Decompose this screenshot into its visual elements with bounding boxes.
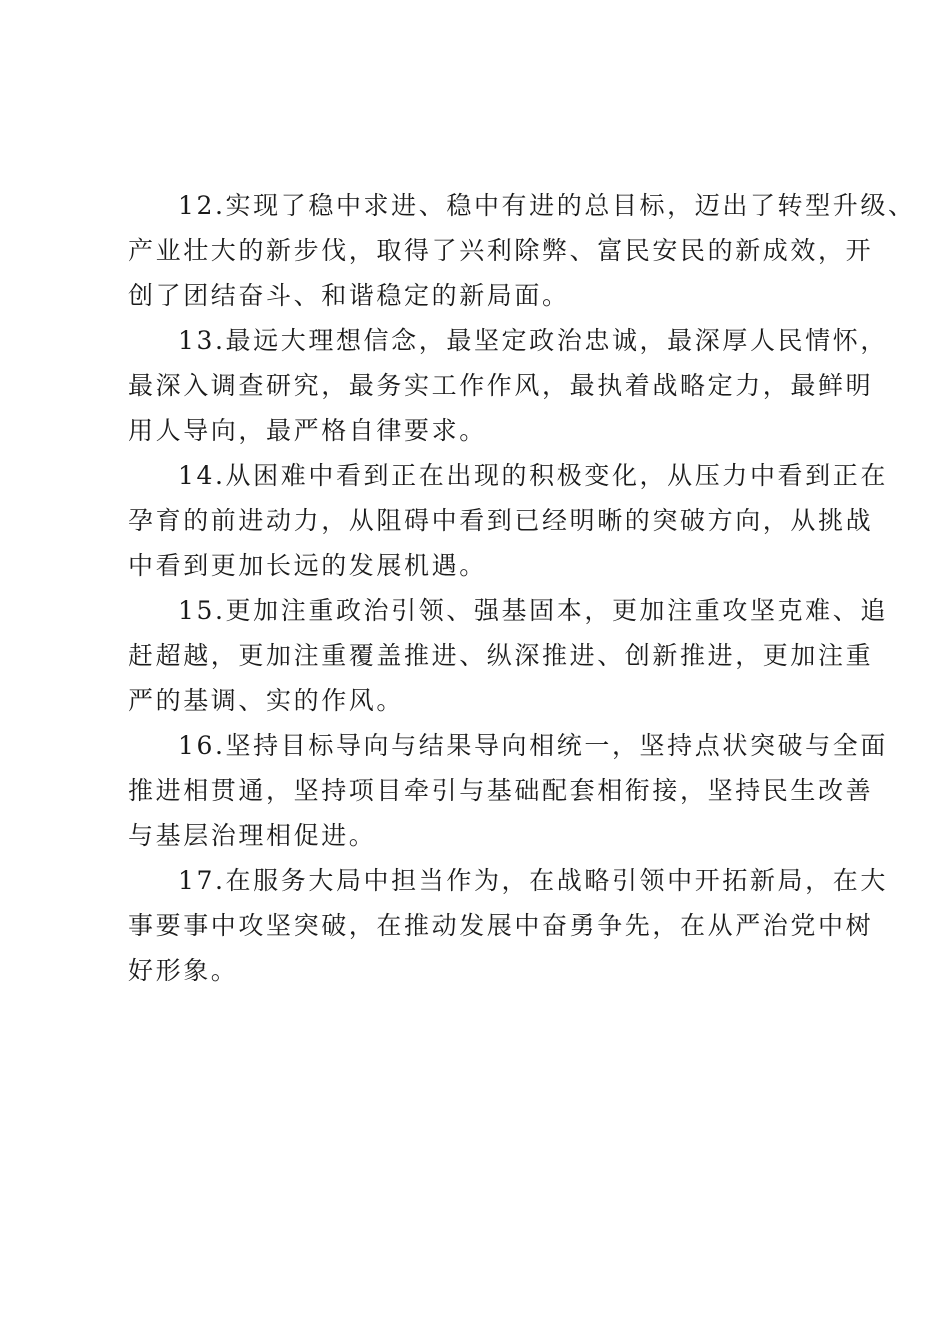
paragraph-line: 创了团结奋斗、和谐稳定的新局面。 — [128, 281, 570, 310]
paragraph-line: 17.在服务大局中担当作为，在战略引领中开拓新局，在大 — [178, 866, 888, 895]
paragraph-line: 中看到更加长远的发展机遇。 — [128, 551, 487, 580]
paragraph-line: 产业壮大的新步伐，取得了兴利除弊、富民安民的新成效，开 — [128, 236, 874, 265]
paragraph-line: 孕育的前进动力，从阻碍中看到已经明晰的突破方向，从挑战 — [128, 506, 874, 535]
paragraph-line: 与基层治理相促进。 — [128, 821, 377, 850]
paragraph-14 — [128, 453, 888, 588]
paragraph-line: 赶超越，更加注重覆盖推进、纵深推进、创新推进，更加注重 — [128, 641, 874, 670]
document-body — [128, 183, 916, 993]
paragraph-line: 好形象。 — [128, 956, 239, 985]
paragraph-line: 事要事中攻坚突破，在推动发展中奋勇争先，在从严治党中树 — [128, 911, 874, 940]
paragraph-line: 14.从困难中看到正在出现的积极变化，从压力中看到正在 — [178, 461, 888, 490]
paragraph-13 — [128, 318, 888, 453]
paragraph-line: 13.最远大理想信念，最坚定政治忠诚，最深厚人民情怀， — [178, 326, 888, 355]
paragraph-line: 严的基调、实的作风。 — [128, 686, 405, 715]
paragraph-line: 最深入调查研究，最务实工作作风，最执着战略定力，最鲜明 — [128, 371, 874, 400]
paragraph-line: 15.更加注重政治引领、强基固本，更加注重攻坚克难、追 — [178, 596, 888, 625]
paragraph-17 — [128, 858, 888, 993]
paragraph-line: 16.坚持目标导向与结果导向相统一，坚持点状突破与全面 — [178, 731, 888, 760]
paragraph-16 — [128, 723, 888, 858]
paragraph-12 — [128, 183, 916, 318]
paragraph-line: 推进相贯通，坚持项目牵引与基础配套相衔接，坚持民生改善 — [128, 776, 874, 805]
paragraph-line: 12.实现了稳中求进、稳中有进的总目标，迈出了转型升级、 — [178, 191, 916, 220]
paragraph-15 — [128, 588, 888, 723]
paragraph-line: 用人导向，最严格自律要求。 — [128, 416, 487, 445]
